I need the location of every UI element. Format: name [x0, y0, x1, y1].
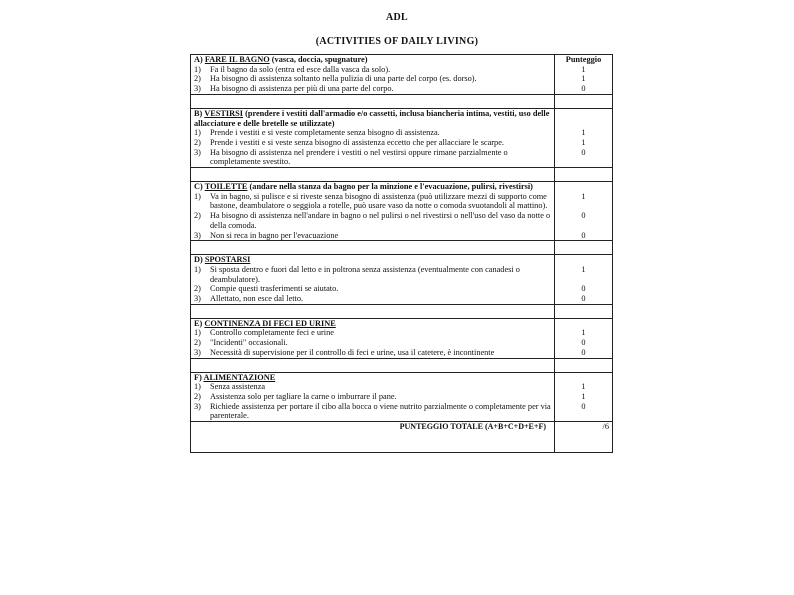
section-f-item: [191, 382, 613, 392]
spacer-row: [191, 241, 613, 255]
adl-table: [190, 54, 613, 453]
item-score: 1: [555, 138, 613, 148]
item-text: Non si reca in bagno per l'evacuazione: [210, 230, 339, 240]
item-text: Richiede assistenza per portare il cibo alla bocca o viene nutrito parzialmente o completamente per via parenterale.: [210, 401, 551, 421]
section-d-letter: D): [194, 255, 203, 265]
section-b-header: [191, 108, 613, 128]
item-text: Fa il bagno da solo (entra ed esce dalla vasca da solo).: [210, 64, 391, 74]
section-b-title: VESTIRSI: [204, 108, 243, 118]
section-a-item: [191, 65, 613, 75]
item-number: 1): [194, 191, 201, 201]
item-score: 1: [555, 192, 613, 211]
item-number: 1): [194, 382, 201, 392]
section-c-item: [191, 192, 613, 211]
section-c-note: (andare nella stanza da bagno per la minzione e l'evacuazione, pulirsi, rivestirsi): [249, 182, 533, 192]
item-number: 3): [194, 294, 201, 304]
item-score: 0: [555, 211, 613, 230]
section-f-item: [191, 392, 613, 402]
item-text: Va in bagno, si pulisce e si riveste senza bisogno di assistenza (può utilizzare mezzi di supporto come bastone, deambulatore o seggiola a rotelle, può usare vaso da notte o comoda svuotandoli al mattino).: [210, 191, 548, 211]
total-label: PUNTEGGIO TOTALE (A+B+C+D+E+F): [191, 422, 555, 453]
section-e-title: CONTINENZA DI FECI ED URINE: [204, 318, 336, 328]
section-b-note: (prendere i vestiti dall'armadio e/o cassetti, inclusa biancheria intima, vestiti, uso delle allacciature e delle bretelle se utilizzate): [194, 108, 550, 128]
spacer-row: [191, 358, 613, 372]
item-text: Necessità di supervisione per il controllo di feci e urine, usa il catetere, è incontinente: [210, 347, 495, 357]
item-text: Compie questi trasferimenti se aiutato.: [210, 284, 339, 294]
section-d-item: [191, 265, 613, 284]
spacer-row: [191, 94, 613, 108]
document-title: ADL: [385, 12, 408, 23]
item-number: 3): [194, 84, 201, 94]
section-b-item: [191, 138, 613, 148]
item-score: 1: [555, 65, 613, 75]
item-number: 3): [194, 401, 201, 411]
item-score: 1: [555, 128, 613, 138]
document-subtitle: (ACTIVITIES OF DAILY LIVING): [315, 36, 479, 47]
section-e-item: [191, 348, 613, 358]
item-score: 1: [555, 328, 613, 338]
section-d-header: [191, 255, 613, 265]
item-text: Ha bisogno di assistenza soltanto nella pulizia di una parte del corpo (es. dorso).: [210, 74, 477, 84]
item-text: Ha bisogno di assistenza per più di una parte del corpo.: [210, 84, 394, 94]
item-text: Controllo completamente feci e urine: [210, 328, 334, 338]
section-a-title: FARE IL BAGNO: [204, 55, 270, 64]
section-a-note: (vasca, doccia, spugnature): [271, 55, 368, 64]
item-text: Ha bisogno di assistenza nell'andare in bagno o nel pulirsi o nel rivestirsi o nell'uso del vaso da notte o della comoda.: [210, 211, 551, 230]
section-c-header: [191, 182, 613, 192]
section-a-item: [191, 84, 613, 94]
item-text: Prende i vestiti e si veste senza bisogno di assistenza eccetto che per allacciare le scarpe.: [210, 137, 504, 147]
item-number: 1): [194, 328, 201, 338]
item-number: 2): [194, 284, 201, 294]
spacer-row: [191, 168, 613, 182]
item-score: 0: [555, 338, 613, 348]
item-score: 1: [555, 265, 613, 284]
section-c-title: TOILETTE: [204, 182, 248, 192]
item-number: 1): [194, 64, 201, 74]
item-text: Si sposta dentro e fuori dal letto e in poltrona senza assistenza (eventualmente con canadesi o deambulatore).: [210, 264, 520, 284]
item-text: Prende i vestiti e si veste completamente senza bisogno di assistenza.: [210, 128, 440, 138]
section-a-header: [191, 55, 613, 65]
item-text: Allettato, non esce dal letto.: [210, 294, 304, 304]
section-f-letter: F): [194, 372, 202, 382]
item-number: 2): [194, 74, 201, 84]
item-number: 2): [194, 211, 201, 221]
item-text: Senza assistenza: [210, 382, 266, 392]
total-value: /6: [555, 422, 613, 453]
item-number: 2): [194, 391, 201, 401]
section-c-item: [191, 211, 613, 230]
section-f-item: [191, 402, 613, 422]
item-number: 3): [194, 230, 201, 240]
item-text: Assistenza solo per tagliare la carne o imburrare il pane.: [210, 391, 397, 401]
section-e-letter: E): [194, 318, 203, 328]
item-number: 1): [194, 128, 201, 138]
item-score: 1: [555, 74, 613, 84]
section-c-letter: C): [194, 182, 203, 192]
section-e-item: [191, 328, 613, 338]
item-number: 3): [194, 147, 201, 157]
section-a-item: [191, 74, 613, 84]
item-text: "Incidenti" occasionali.: [210, 338, 288, 348]
item-score: 0: [555, 348, 613, 358]
item-score: 0: [555, 84, 613, 94]
total-row: [191, 422, 613, 453]
item-number: 1): [194, 264, 201, 274]
item-score: 0: [555, 402, 613, 422]
section-c-item: [191, 231, 613, 241]
section-d-item: [191, 284, 613, 294]
item-number: 3): [194, 347, 201, 357]
section-b-item: [191, 128, 613, 138]
section-b-letter: B): [194, 108, 203, 118]
item-score: 0: [555, 284, 613, 294]
section-b-item: [191, 148, 613, 168]
item-number: 2): [194, 338, 201, 348]
item-score: 0: [555, 294, 613, 304]
item-score: 1: [555, 392, 613, 402]
item-number: 2): [194, 137, 201, 147]
section-a-letter: A): [194, 55, 203, 64]
score-header: Punteggio: [555, 55, 613, 65]
section-f-header: [191, 372, 613, 382]
section-d-item: [191, 294, 613, 304]
item-text: Ha bisogno di assistenza nel prendere i vestiti o nel vestirsi oppure rimane parzialmente o completamente svestito.: [210, 147, 508, 167]
item-score: 0: [555, 231, 613, 241]
item-score: 0: [555, 148, 613, 168]
section-f-title: ALIMENTAZIONE: [203, 372, 276, 382]
spacer-row: [191, 304, 613, 318]
section-d-title: SPOSTARSI: [204, 255, 251, 265]
item-score: 1: [555, 382, 613, 392]
section-e-header: [191, 318, 613, 328]
section-e-item: [191, 338, 613, 348]
